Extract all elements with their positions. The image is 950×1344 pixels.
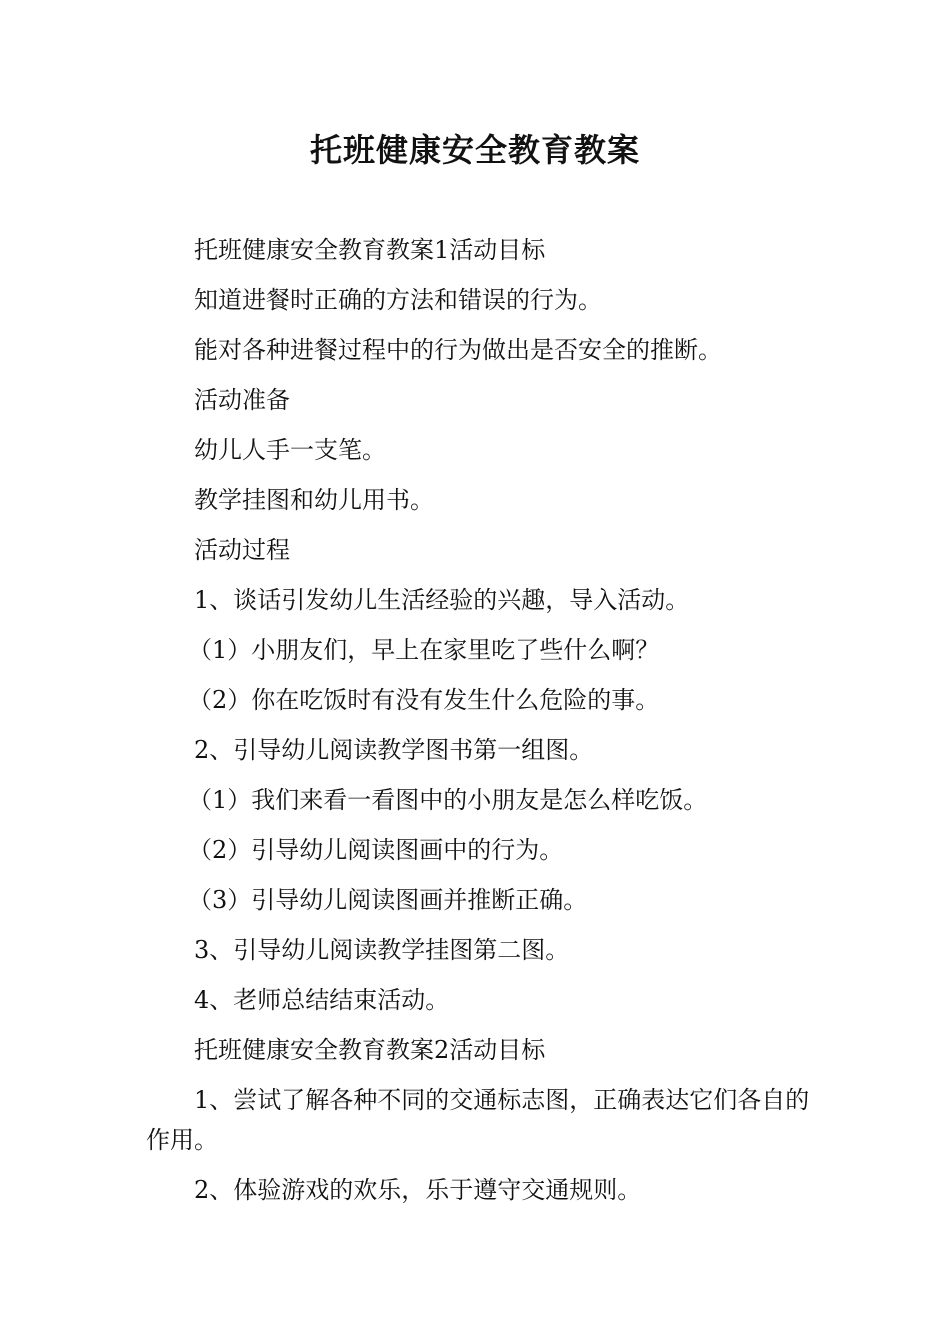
list-item: 2、体验游戏的欢乐，乐于遵守交通规则。 — [194, 1176, 642, 1204]
document-title: 托班健康安全教育教案 — [309, 131, 640, 169]
paragraph: 幼儿人手一支笔。 — [194, 436, 386, 464]
list-item: 1、谈话引发幼儿生活经验的兴趣，导入活动。 — [194, 586, 690, 614]
list-subitem: （1）我们来看一看图中的小朋友是怎么样吃饭。 — [188, 786, 708, 814]
paragraph: 知道进餐时正确的方法和错误的行为。 — [194, 286, 602, 314]
list-subitem: （2）你在吃饭时有没有发生什么危险的事。 — [188, 686, 660, 714]
list-subitem: （2）引导幼儿阅读图画中的行为。 — [188, 836, 564, 864]
paragraph: 托班健康安全教育教案1活动目标 — [194, 236, 546, 264]
list-subitem: （1）小朋友们，早上在家里吃了些什么啊？ — [188, 636, 660, 664]
section-heading: 活动过程 — [194, 536, 290, 564]
document-body — [146, 230, 810, 1220]
paragraph: 能对各种进餐过程中的行为做出是否安全的推断。 — [194, 336, 722, 364]
list-item: 2、引导幼儿阅读教学图书第一组图。 — [194, 736, 594, 764]
list-item: 1、尝试了解各种不同的交通标志图，正确表达它们各自的作用。 — [146, 1086, 810, 1154]
section-heading: 活动准备 — [194, 386, 290, 414]
list-item: 3、引导幼儿阅读教学挂图第二图。 — [194, 936, 570, 964]
section-heading: 托班健康安全教育教案2活动目标 — [194, 1036, 546, 1064]
paragraph: 教学挂图和幼儿用书。 — [194, 486, 434, 514]
list-item: 4、老师总结结束活动。 — [194, 986, 450, 1014]
list-subitem: （3）引导幼儿阅读图画并推断正确。 — [188, 886, 588, 914]
